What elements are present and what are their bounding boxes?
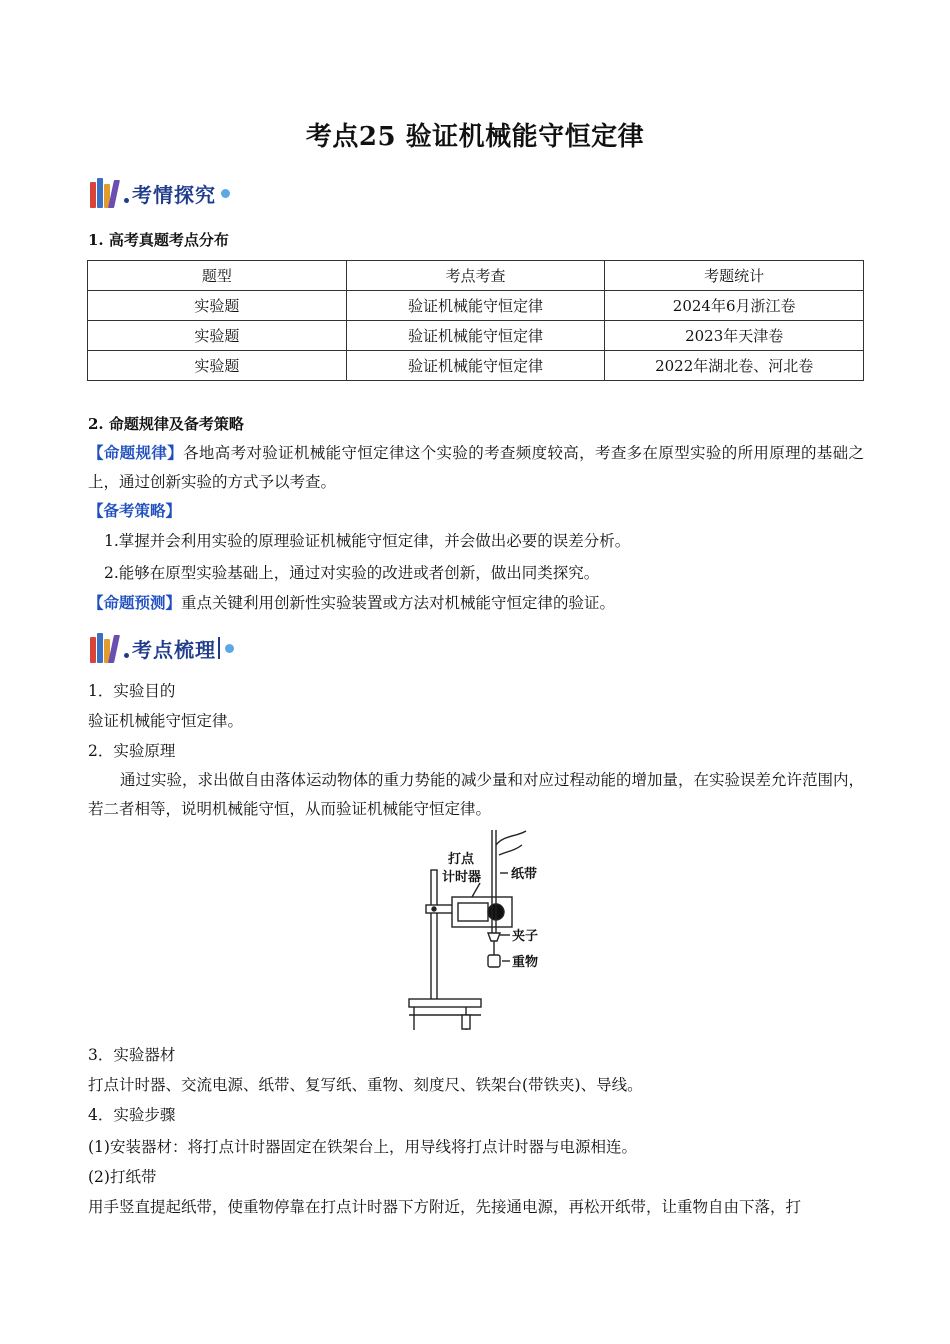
strategy-item: 1.掌握并会利用实验的原理验证机械能守恒定律，并会做出必要的误差分析。 <box>104 532 631 550</box>
dot-icon <box>124 198 129 203</box>
table-header-row <box>88 261 864 291</box>
principle-heading: 2．实验原理 <box>88 742 176 760</box>
banner-title: 考情探究 <box>132 182 216 207</box>
label-timer-line2: 计时器 <box>442 870 482 885</box>
section-heading: 1. 高考真题考点分布 <box>88 231 229 249</box>
purpose-heading: 1．实验目的 <box>88 682 176 700</box>
predict-line <box>88 588 864 618</box>
step-2-heading: (2)打纸带 <box>88 1168 157 1186</box>
table-cell: 2024年6月浙江卷 <box>605 291 864 321</box>
equipment-heading: 3．实验器材 <box>88 1046 176 1064</box>
step-2-text: 用手竖直提起纸带，使重物停靠在打点计时器下方附近，先接通电源，再松开纸带，让重物自由下落，打 <box>88 1198 802 1216</box>
label-timer-line1: 打点 <box>448 852 475 867</box>
strategy-tag-line <box>88 496 864 526</box>
page-title: 考点25 验证机械能守恒定律 <box>305 122 645 152</box>
table-cell: 实验题 <box>88 321 347 351</box>
label-weight: 重物 <box>512 955 539 970</box>
steps-heading: 4．实验步骤 <box>88 1106 176 1124</box>
dot-icon <box>221 189 230 198</box>
predict-text: 重点关键利用创新性实验装置或方法对机械能守恒定律的验证。 <box>181 594 616 612</box>
text-cursor <box>218 637 220 659</box>
table-row <box>88 291 864 321</box>
exam-distribution-table <box>87 260 864 381</box>
rule-tag: 【命题规律】 <box>88 443 184 462</box>
dot-icon <box>124 653 129 658</box>
table-cell: 实验题 <box>88 291 347 321</box>
table-row <box>88 321 864 351</box>
table-row <box>88 351 864 381</box>
rule-paragraph <box>88 438 864 497</box>
step-1: (1)安装器材：将打点计时器固定在铁架台上，用导线将打点计时器与电源相连。 <box>88 1138 637 1156</box>
dot-icon <box>225 644 234 653</box>
section-banner-exam-analysis <box>90 176 230 210</box>
table-cell: 验证机械能守恒定律 <box>346 351 605 381</box>
table-cell: 2022年湖北卷、河北卷 <box>605 351 864 381</box>
books-icon <box>90 633 118 663</box>
section-heading: 2. 命题规律及备考策略 <box>88 415 244 433</box>
table-cell: 实验题 <box>88 351 347 381</box>
label-clip: 夹子 <box>512 929 539 944</box>
strategy-item: 2.能够在原型实验基础上，通过对实验的改进或者创新，做出同类探究。 <box>104 564 600 582</box>
table-header-cell: 题型 <box>88 261 347 291</box>
books-icon <box>90 178 118 208</box>
table-cell: 验证机械能守恒定律 <box>346 291 605 321</box>
table-cell: 2023年天津卷 <box>605 321 864 351</box>
label-tape: 纸带 <box>511 867 538 882</box>
equipment-text: 打点计时器、交流电源、纸带、复写纸、重物、刻度尺、铁架台(带铁夹)、导线。 <box>88 1076 643 1094</box>
section-banner-key-points <box>90 631 234 665</box>
table-header-cell: 考点考查 <box>346 261 605 291</box>
apparatus-diagram <box>404 825 554 1035</box>
strategy-tag: 【备考策略】 <box>88 501 182 520</box>
principle-text: 通过实验，求出做自由落体运动物体的重力势能的减少量和对应过程动能的增加量，在实验误差允许范围内，若二者相等，说明机械能守恒，从而验证机械能守恒定律。 <box>88 771 865 818</box>
rule-text: 各地高考对验证机械能守恒定律这个实验的考查频度较高，考查多在原型实验的所用原理的基础之上，通过创新实验的方式予以考查。 <box>88 444 864 491</box>
table-cell: 验证机械能守恒定律 <box>346 321 605 351</box>
predict-tag: 【命题预测】 <box>88 593 182 612</box>
table-header-cell: 考题统计 <box>605 261 864 291</box>
banner-title: 考点梳理 <box>132 637 216 662</box>
purpose-text: 验证机械能守恒定律。 <box>88 712 244 730</box>
